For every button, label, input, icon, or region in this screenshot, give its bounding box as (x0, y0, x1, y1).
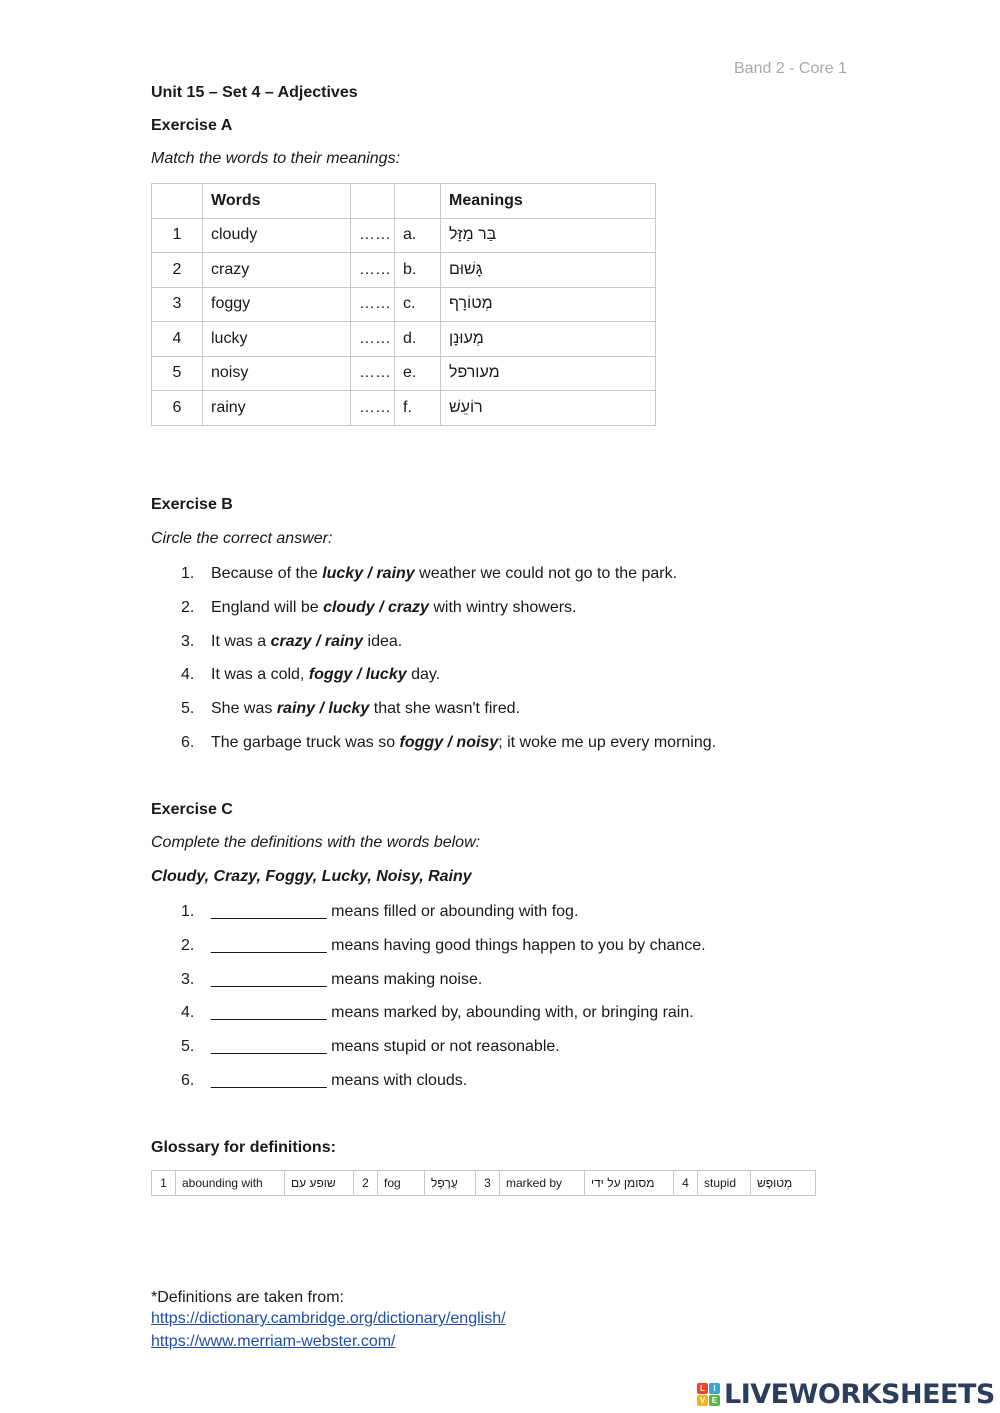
glossary-table (151, 1170, 816, 1196)
item-number: 5. (181, 700, 195, 718)
exercise-c-list (181, 902, 706, 1105)
list-item (181, 699, 716, 733)
item-number: 6. (181, 733, 195, 751)
list-item (181, 632, 716, 666)
row-meaning: מְעוּנָן (441, 322, 656, 357)
answer-choice[interactable]: crazy / rainy (270, 632, 364, 650)
logo-grid-icon (697, 1383, 720, 1406)
answer-choice[interactable]: foggy / noisy (399, 733, 499, 751)
list-item (181, 936, 706, 970)
glossary-term: stupid (698, 1171, 751, 1196)
glossary-heading: Glossary for definitions: (151, 1139, 336, 1156)
item-text-before: It was a (211, 632, 271, 650)
answer-blank[interactable]: _____________ (211, 970, 327, 988)
list-item (181, 564, 716, 598)
row-word: cloudy (203, 218, 351, 253)
definition-text: means making noise. (326, 970, 483, 988)
answer-blank[interactable]: …… (351, 322, 395, 357)
item-number: 1. (181, 903, 195, 920)
header-letter (395, 184, 441, 219)
item-text-after: ; it woke me up every morning. (498, 733, 717, 751)
list-item (181, 1003, 706, 1037)
logo-tile: V (697, 1395, 708, 1406)
table-header-row (152, 184, 656, 219)
answer-blank[interactable]: …… (351, 356, 395, 391)
answer-blank[interactable]: …… (351, 253, 395, 288)
row-letter: d. (395, 322, 441, 357)
row-word: noisy (203, 356, 351, 391)
row-word: lucky (203, 322, 351, 357)
glossary-term: abounding with (176, 1171, 285, 1196)
row-word: crazy (203, 253, 351, 288)
list-item (181, 970, 706, 1004)
glossary-num: 4 (674, 1171, 698, 1196)
item-text-after: with wintry showers. (428, 598, 577, 616)
item-number: 2. (181, 598, 195, 616)
item-text-before: She was (211, 700, 277, 718)
row-letter: c. (395, 287, 441, 322)
row-word: foggy (203, 287, 351, 322)
glossary-translation: עֲרָפֶל (425, 1171, 476, 1196)
glossary-translation: שופע עם (285, 1171, 354, 1196)
item-number: 2. (181, 936, 195, 954)
item-number: 1. (181, 565, 195, 582)
glossary-translation: מסומן על ידי (585, 1171, 674, 1196)
row-letter: f. (395, 391, 441, 426)
item-text-before: Because of the (211, 565, 323, 582)
header-meanings: Meanings (441, 184, 656, 219)
header-num (152, 184, 203, 219)
definition-text: means stupid or not reasonable. (326, 1038, 560, 1056)
answer-blank[interactable]: _____________ (211, 1004, 327, 1022)
row-meaning: מְטוֹרָף (441, 287, 656, 322)
definition-text: means filled or abounding with fog. (326, 903, 579, 920)
row-number: 2 (152, 253, 203, 288)
table-row (152, 356, 656, 391)
row-meaning: רוֹעֵשׁ (441, 391, 656, 426)
row-number: 1 (152, 218, 203, 253)
glossary-num: 1 (152, 1171, 176, 1196)
item-text-before: It was a cold, (211, 666, 309, 684)
list-item (181, 902, 706, 936)
answer-blank[interactable]: …… (351, 391, 395, 426)
answer-choice[interactable]: cloudy / crazy (323, 598, 429, 616)
glossary-num: 2 (354, 1171, 378, 1196)
item-text-before: England will be (211, 598, 324, 616)
definition-text: means marked by, abounding with, or bringing rain. (326, 1004, 694, 1022)
row-letter: e. (395, 356, 441, 391)
row-number: 6 (152, 391, 203, 426)
glossary-row (152, 1171, 816, 1196)
item-number: 3. (181, 970, 195, 988)
row-number: 3 (152, 287, 203, 322)
row-number: 4 (152, 322, 203, 357)
answer-choice[interactable]: rainy / lucky (276, 700, 370, 718)
table-row (152, 391, 656, 426)
table-row (152, 322, 656, 357)
logo-tile: I (709, 1383, 720, 1394)
header-words: Words (203, 184, 351, 219)
item-number: 4. (181, 666, 195, 684)
row-word: rainy (203, 391, 351, 426)
logo-tile: E (709, 1395, 720, 1406)
item-number: 5. (181, 1038, 195, 1056)
answer-choice[interactable]: foggy / lucky (308, 666, 407, 684)
exercise-a-instruction: Match the words to their meanings: (151, 150, 401, 167)
row-number: 5 (152, 356, 203, 391)
exercise-c-instruction: Complete the definitions with the words below: (151, 834, 481, 851)
item-number: 4. (181, 1004, 195, 1022)
item-number: 6. (181, 1071, 195, 1089)
matching-table (151, 183, 656, 426)
row-letter: a. (395, 218, 441, 253)
item-text-after: idea. (363, 632, 403, 650)
cambridge-link[interactable]: https://dictionary.cambridge.org/dictionary/english/ (151, 1310, 506, 1327)
exercise-b-heading: Exercise B (151, 496, 233, 513)
logo-tile: L (697, 1383, 708, 1394)
definition-text: means having good things happen to you by chance. (326, 936, 706, 954)
list-item (181, 598, 716, 632)
glossary-term: marked by (500, 1171, 585, 1196)
item-text-after: that she wasn't fired. (369, 700, 520, 718)
footer-note: *Definitions are taken from: (151, 1289, 344, 1306)
exercise-c-heading: Exercise C (151, 801, 233, 818)
merriam-webster-link[interactable]: https://www.merriam-webster.com/ (151, 1333, 396, 1350)
exercise-b-instruction: Circle the correct answer: (151, 530, 333, 547)
page-title: Unit 15 – Set 4 – Adjectives (151, 84, 358, 101)
table-row (152, 253, 656, 288)
list-item (181, 665, 716, 699)
item-text-after: weather we could not go to the park. (414, 565, 678, 582)
exercise-b-list (181, 564, 716, 767)
row-meaning: מעורפל (441, 356, 656, 391)
exercise-a-heading: Exercise A (151, 117, 233, 134)
definition-text: means with clouds. (326, 1071, 468, 1089)
answer-blank[interactable]: …… (351, 287, 395, 322)
glossary-translation: מְטוּפָּשׁ (751, 1171, 816, 1196)
answer-blank[interactable]: _____________ (211, 903, 327, 920)
answer-choice[interactable]: lucky / rainy (322, 565, 415, 582)
list-item (181, 733, 716, 767)
header-band-label: Band 2 - Core 1 (734, 60, 847, 77)
glossary-num: 3 (476, 1171, 500, 1196)
item-text-after: day. (406, 666, 441, 684)
word-bank: Cloudy, Crazy, Foggy, Lucky, Noisy, Rainy (151, 868, 472, 885)
table-row (152, 287, 656, 322)
answer-blank[interactable]: _____________ (211, 1038, 327, 1056)
list-item (181, 1071, 706, 1105)
answer-blank[interactable]: _____________ (211, 936, 327, 954)
row-meaning: בַּר מַזָּל (441, 218, 656, 253)
logo-text: LIVEWORKSHEETS (724, 1378, 995, 1410)
row-meaning: גָּשׁוּם (441, 253, 656, 288)
table-row (152, 218, 656, 253)
liveworksheets-logo[interactable] (697, 1376, 995, 1412)
header-dots (351, 184, 395, 219)
item-text-before: The garbage truck was so (211, 733, 400, 751)
row-letter: b. (395, 253, 441, 288)
answer-blank[interactable]: _____________ (211, 1071, 327, 1089)
glossary-term: fog (378, 1171, 425, 1196)
item-number: 3. (181, 632, 195, 650)
list-item (181, 1037, 706, 1071)
answer-blank[interactable]: …… (351, 218, 395, 253)
